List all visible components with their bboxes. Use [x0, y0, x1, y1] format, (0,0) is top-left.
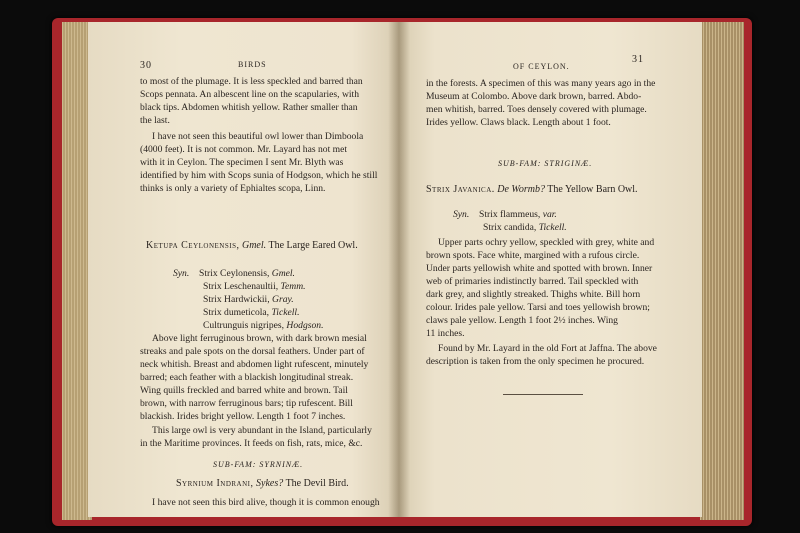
- line: dark grey, and slightly streaked. Thighs white. Bill horn: [426, 289, 641, 300]
- subfamily-heading-syrninae: SUB-FAM: SYRNINÆ.: [213, 460, 304, 469]
- line: men whitish, barred. Toes densely covered with plumage.: [426, 104, 647, 115]
- line: streaks and pale spots on the dorsal feathers. Under part of: [140, 346, 365, 357]
- species-common-name: The Yellow Barn Owl.: [547, 184, 638, 195]
- line: (4000 feet). It is not common. Mr. Layard has not met: [140, 144, 348, 155]
- line: Under parts yellowish white and spotted with brown. Inner: [426, 263, 653, 274]
- synonym-authority: Tickell.: [271, 307, 300, 318]
- subfamily-heading-striginae: SUB-FAM: STRIGINÆ.: [498, 159, 593, 168]
- line: description is taken from the only specimen he procured.: [426, 356, 645, 367]
- line: in the Maritime provinces. It feeds on fish, rats, mice, &c.: [140, 438, 363, 449]
- page-number-right: 31: [632, 54, 644, 65]
- line: brown, with narrow ferruginous bars; tip rufescent. Bill: [140, 398, 353, 409]
- line: 11 inches.: [426, 328, 465, 339]
- synonym-label: Syn.: [173, 268, 190, 279]
- synonym-authority: Tickell.: [538, 222, 567, 233]
- line: barred; each feather with a blackish longitudinal streak.: [140, 372, 354, 383]
- species-common-name: The Large Eared Owl.: [268, 240, 358, 251]
- paragraph-2: [140, 130, 380, 195]
- line: brown spots. Face white, margined with a rufous circle.: [426, 250, 640, 261]
- right-page: [398, 22, 702, 517]
- line: Irides yellow. Claws black. Length about 1 foot.: [426, 117, 611, 128]
- line: I have not seen this bird alive, though it is common enough: [152, 497, 380, 508]
- line: thinks is only a variety of Ephialtes scopa, Linn.: [140, 183, 326, 194]
- line: to most of the plumage. It is less speckled and barred than: [140, 76, 363, 87]
- running-head-left: BIRDS: [238, 60, 267, 69]
- synonym-authority: Temm.: [280, 281, 306, 292]
- line: Upper parts ochry yellow, speckled with grey, white and: [438, 237, 655, 248]
- synonym-name: Strix Ceylonensis,: [199, 268, 270, 279]
- paragraph-1: [140, 75, 380, 127]
- synonym-authority: Gray.: [272, 294, 294, 305]
- paragraph-4: [140, 424, 380, 450]
- line: Museum at Colombo. Above dark brown, barred. Abdo-: [426, 91, 642, 102]
- species-heading-strix: [426, 184, 638, 195]
- synonym-label: Syn.: [453, 209, 470, 220]
- line: the last.: [140, 115, 170, 126]
- species-authority: De Wormb?: [497, 184, 545, 195]
- species-name: Syrnium Indrani,: [176, 478, 254, 489]
- synonym-authority: Gmel.: [271, 268, 295, 279]
- synonym-authority: Hodgson.: [286, 320, 324, 331]
- line: blackish. Irides bright yellow. Length 1 foot 7 inches.: [140, 411, 346, 422]
- paragraph-3: [140, 332, 380, 423]
- species-name: Strix Javanica.: [426, 184, 495, 195]
- species-heading-ketupa: [146, 240, 358, 251]
- paragraph-5: [140, 496, 398, 509]
- species-authority: Sykes?: [256, 478, 284, 489]
- synonym-name: Strix flammeus,: [479, 209, 541, 220]
- synonym-name: Strix candida,: [483, 222, 537, 233]
- line: identified by him with Scops sunia of Hodgson, which he still: [140, 170, 378, 181]
- line: black tips. Abdomen whitish yellow. Rather smaller than: [140, 102, 358, 113]
- line: with it in Ceylon. The specimen I sent Mr. Blyth was: [140, 157, 344, 168]
- line: claws pale yellow. Length 1 foot 2½ inches. Wing: [426, 315, 618, 326]
- species-common-name: The Devil Bird.: [285, 478, 349, 489]
- line: This large owl is very abundant in the Island, particularly: [152, 425, 372, 436]
- species-heading-syrnium: [176, 478, 349, 489]
- line: colour. Irides pale yellow. Tarsi and toes yellowish brown;: [426, 302, 650, 313]
- line: web of primaries indistinctly barred. Tail speckled with: [426, 276, 639, 287]
- line: I have not seen this beautiful owl lower than Dimboola: [152, 131, 364, 142]
- species-authority: Gmel.: [241, 240, 267, 251]
- synonym-name: Strix dumeticola,: [203, 307, 270, 318]
- line: Wing quills freckled and barred white and brown. Tail: [140, 385, 348, 396]
- right-page-edges: [700, 22, 744, 520]
- paragraph-1: [426, 77, 668, 129]
- running-head-right: OF CEYLON.: [513, 62, 570, 71]
- paragraph-3: [426, 342, 668, 368]
- section-divider-rule: [503, 394, 583, 395]
- paragraph-2: [426, 236, 668, 340]
- left-page: [88, 22, 398, 517]
- line: in the forests. A specimen of this was many years ago in the: [426, 78, 656, 89]
- page-number-left: 30: [140, 60, 152, 71]
- synonym-list-strix: [453, 208, 653, 234]
- synonym-name: Strix Hardwickii,: [203, 294, 270, 305]
- synonym-name: Cultrunguis nigripes,: [203, 320, 285, 331]
- line: Scops pennata. An albescent line on the scapularies, with: [140, 89, 359, 100]
- line: Above light ferruginous brown, with dark brown mesial: [152, 333, 367, 344]
- synonym-name: Strix Leschenaultii,: [203, 281, 279, 292]
- line: Found by Mr. Layard in the old Fort at Jaffna. The above: [438, 343, 657, 354]
- line: neck whitish. Breast and abdomen light rufescent, minutely: [140, 359, 369, 370]
- synonym-list-ketupa: [173, 267, 383, 332]
- synonym-authority: var.: [542, 209, 557, 220]
- book-gutter: [388, 22, 410, 517]
- species-name: Ketupa Ceylonensis,: [146, 240, 240, 251]
